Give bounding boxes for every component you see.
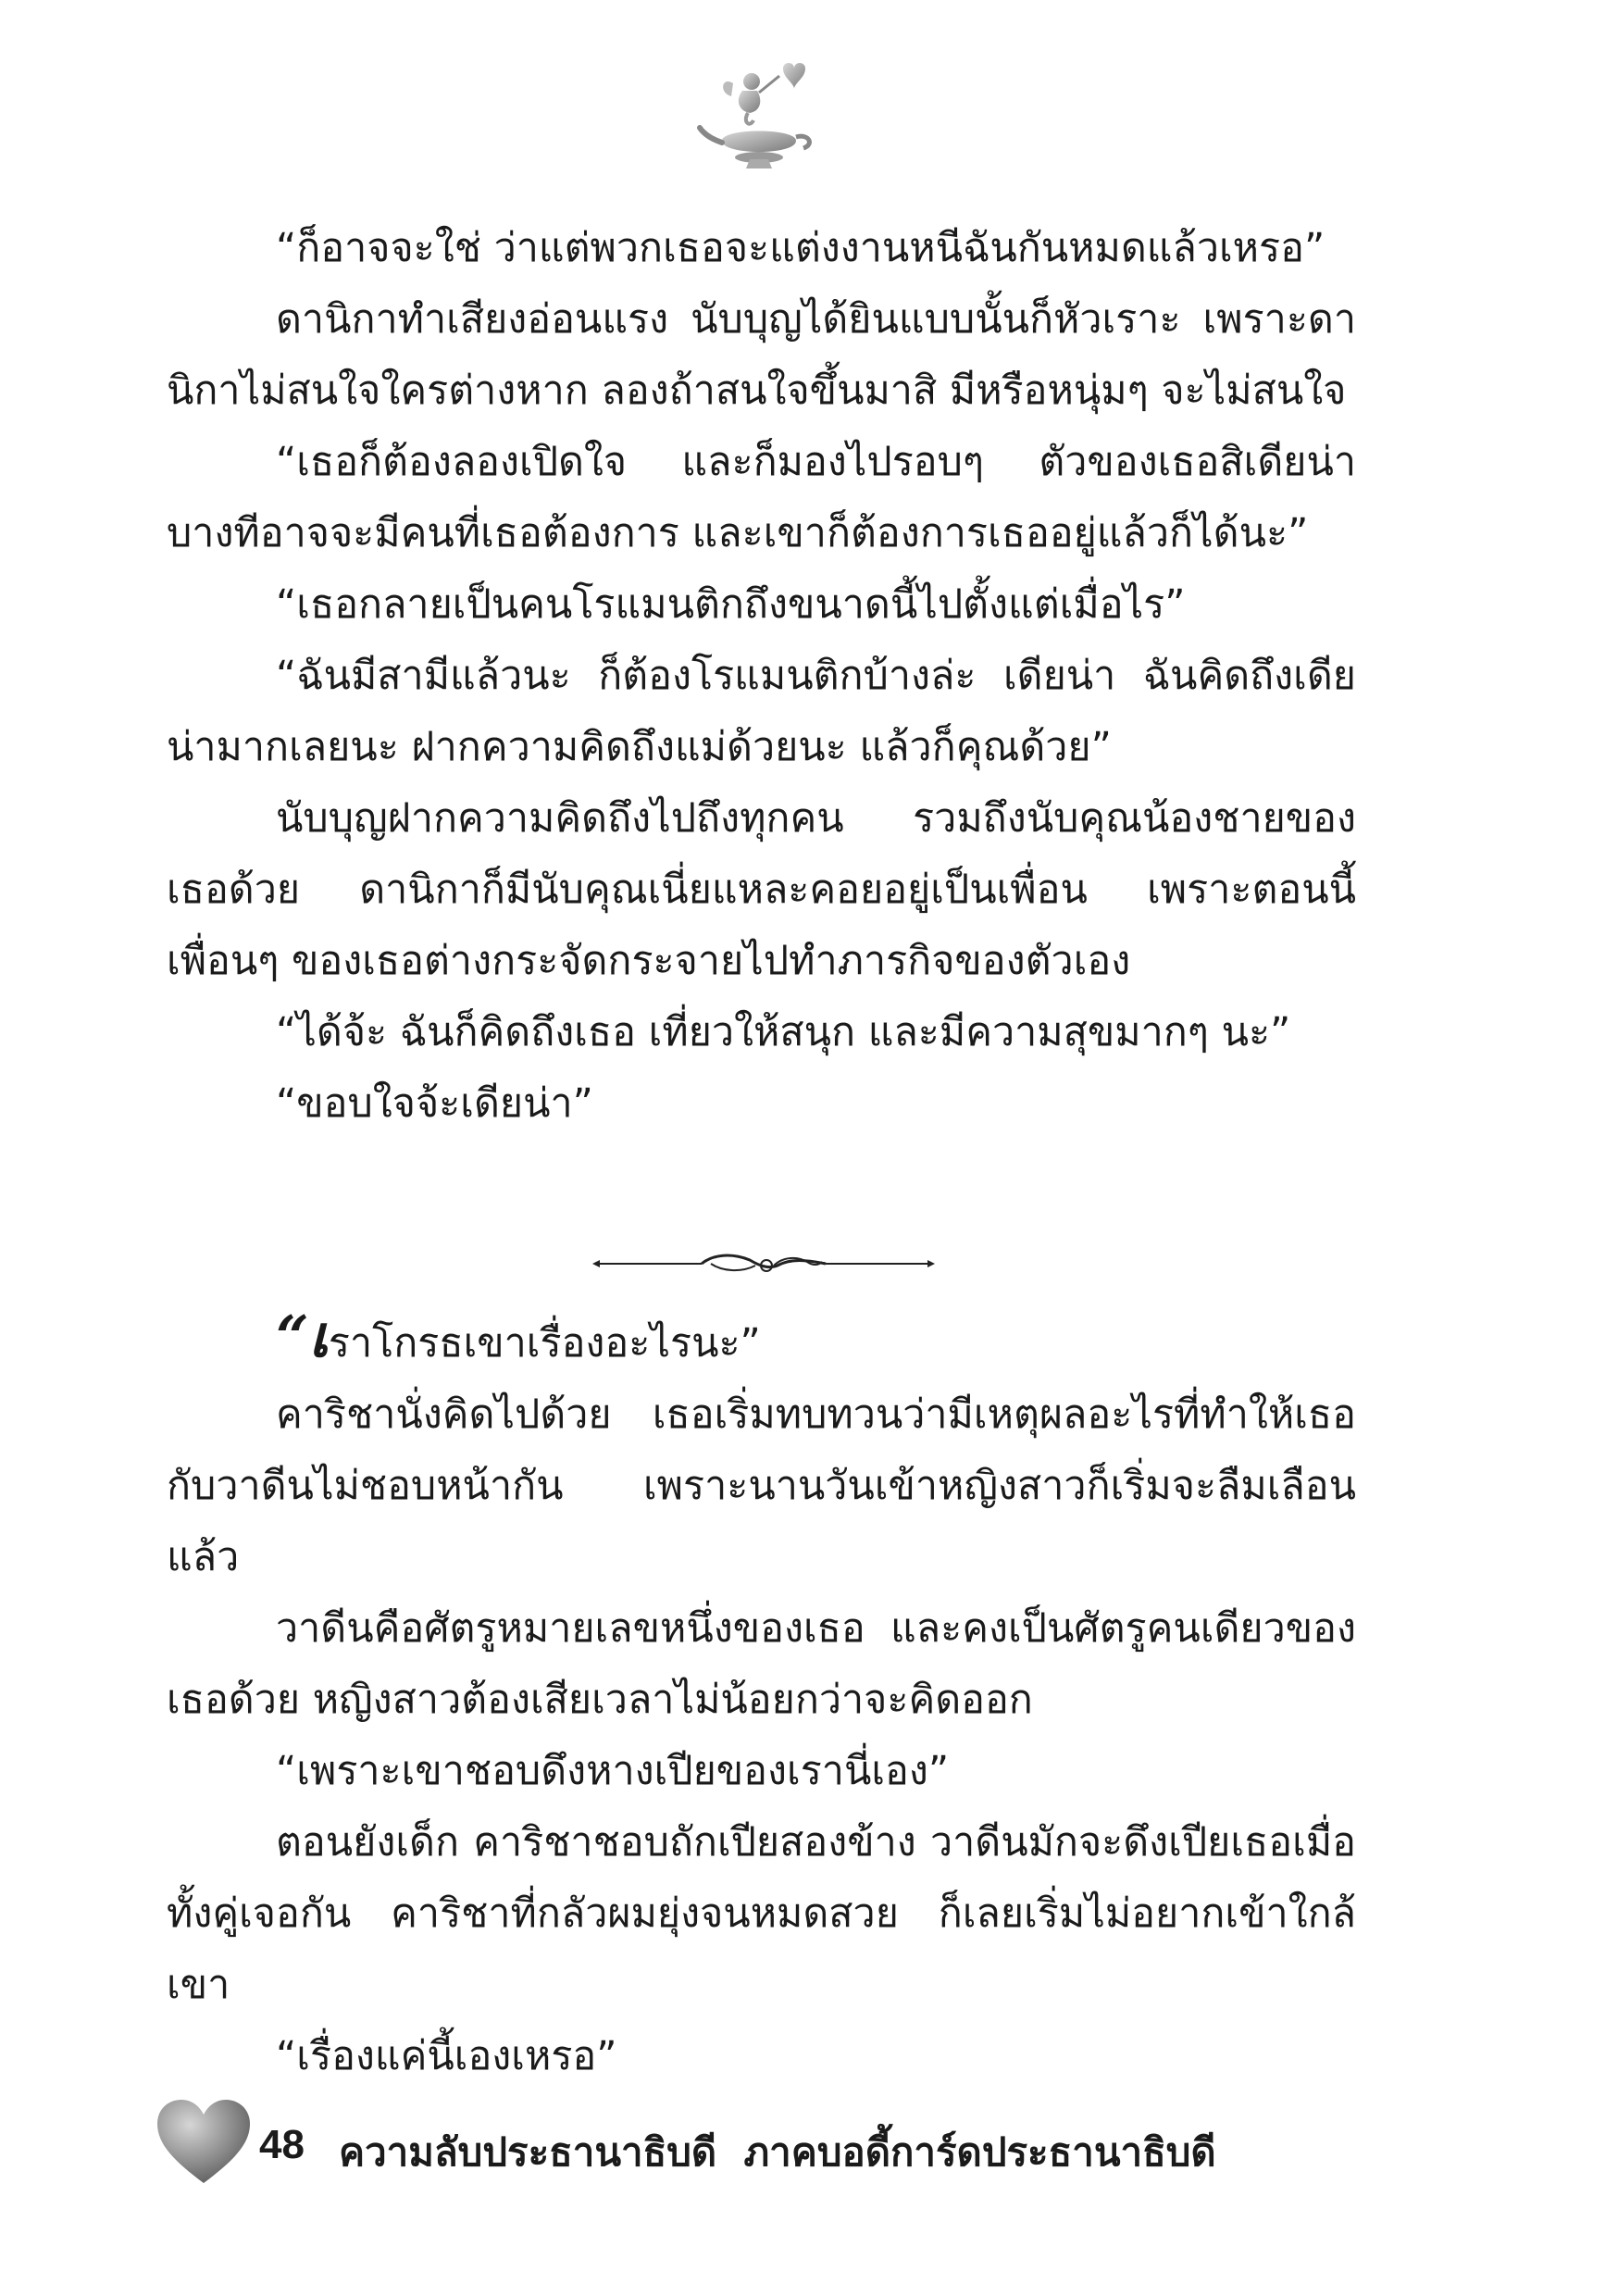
paragraph: “เธอกลายเป็นคนโรแมนติกถึงขนาดนี้ไปตั้งแต่เมื่อไร”	[276, 581, 1186, 628]
scroll-divider-icon	[592, 1245, 935, 1282]
paragraph: “ฉันมีสามีแล้วนะ ก็ต้องโรแมนติกบ้างล่ะ เดียน่า ฉันคิดถึงเดียน่ามากเลยนะ ฝากความคิดถึงแม่ด้วยนะ แล้วก็คุณด้วย”	[167, 653, 1356, 770]
page-footer	[156, 2094, 1451, 2196]
paragraph: “ได้จ้ะ ฉันก็คิดถึงเธอ เที่ยวให้สนุก และมีความสุขมากๆ นะ”	[276, 1009, 1291, 1055]
paragraph: วาดีนคือศัตรูหมายเลขหนึ่งของเธอ และคงเป็นศัตรูคนเดียวของเธอด้วย หญิงสาวต้องเสียเวลาไม่น้อยกว่าจะคิดออก	[167, 1605, 1356, 1723]
text-block-bottom	[167, 1301, 1356, 2092]
page-number: 48	[259, 2122, 305, 2167]
paragraph: “เธอก็ต้องลองเปิดใจ และก็มองไปรอบๆ ตัวของเธอสิเดียน่า บางทีอาจจะมีคนที่เธอต้องการ และเขาก็ต้องการเธออยู่แล้วก็ได้นะ”	[167, 439, 1356, 556]
cupid-teapot-ornament-icon	[694, 56, 824, 176]
paragraph: นับบุญฝากความคิดถึงไปถึงทุกคน รวมถึงนับคุณน้องชายของเธอด้วย ดานิกาก็มีนับคุณเนี่ยแหละคอยอยู่เป็นเพื่อน เพราะตอนนี้เพื่อนๆ ของเธอต่างกระจัดกระจายไปทำภารกิจของตัวเอง	[167, 795, 1356, 984]
section-opening-line	[167, 1301, 1356, 1379]
paragraph: คาริชานั่งคิดไปด้วย เธอเริ่มทบทวนว่ามีเหตุผลอะไรที่ทำให้เธอกับวาดีนไม่ชอบหน้ากัน เพราะนานวันเข้าหญิงสาวก็เริ่มจะลืมเลือนแล้ว	[167, 1391, 1356, 1580]
text-block-top	[167, 213, 1356, 1140]
paragraph: “เรื่องแค่นี้เองเหรอ”	[276, 2033, 617, 2079]
paragraph: “ก็อาจจะใช่ ว่าแต่พวกเธอจะแต่งงานหนีฉันกันหมดแล้วเหรอ”	[276, 225, 1326, 271]
paragraph: ดานิกาทำเสียงอ่อนแรง นับบุญได้ยินแบบนั้นก็หัวเราะ เพราะดานิกาไม่สนใจใครต่างหาก ลองถ้าสนใจขึ้นมาสิ มีหรือหนุ่มๆ จะไม่สนใจ	[167, 296, 1356, 414]
book-title: ความลับประธานาธิบดี ภาคบอดี้การ์ดประธานาธิบดี	[339, 2129, 1216, 2175]
paragraph: ตอนยังเด็ก คาริชาชอบถักเปียสองข้าง วาดีนมักจะดึงเปียเธอเมื่อทั้งคู่เจอกัน คาริชาที่กลัวผมยุ่งจนหมดสวย ก็เลยเริ่มไม่อยากเข้าใกล้เขา	[167, 1819, 1356, 2008]
paragraph: “เพราะเขาชอบดึงหางเปียของเรานี่เอง”	[276, 1748, 950, 1794]
heart-icon	[156, 2098, 252, 2187]
drop-cap: “เ	[276, 1303, 329, 1370]
paragraph: “ขอบใจจ้ะเดียน่า”	[276, 1080, 593, 1127]
opening-line-text: ราโกรธเขาเรื่องอะไรนะ”	[328, 1320, 761, 1366]
